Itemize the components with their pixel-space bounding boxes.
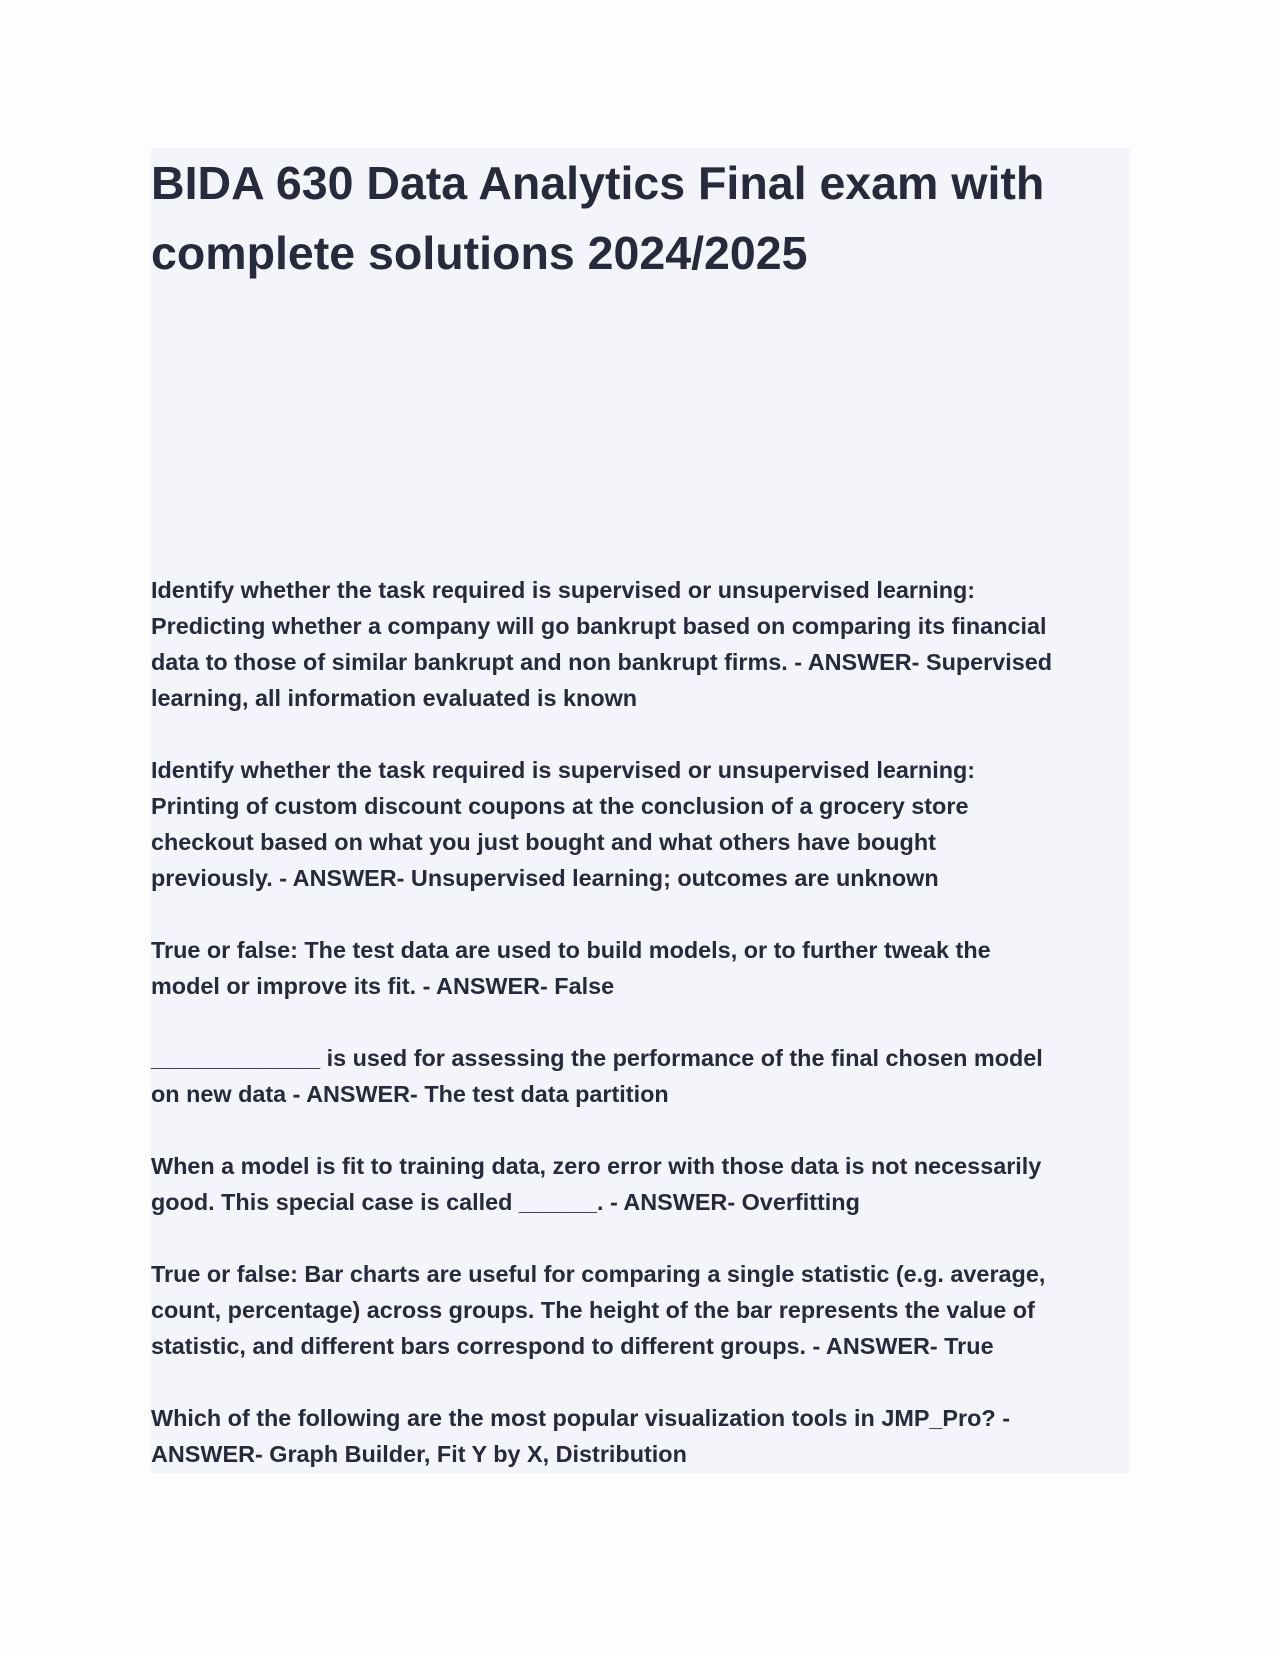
qa-item: When a model is fit to training data, zero error with those data is not necessarily good. This special case is called ______. - ANSWER- Overfitting xyxy=(151,1153,1042,1215)
qa-item: _____________ is used for assessing the performance of the final chosen model on new data - ANSWER- The test data partition xyxy=(151,1045,1043,1107)
document-page xyxy=(151,148,1130,1473)
qa-item: Identify whether the task required is supervised or unsupervised learning: Predicting whether a company will go bankrupt based on comparing its financial data to those of similar bankrupt and non bankrupt firms. - ANSWER- Supervised learning, all information evaluated is known xyxy=(151,577,1053,711)
document-title: BIDA 630 Data Analytics Final exam with complete solutions 2024/2025 xyxy=(151,157,1045,279)
qa-item: Which of the following are the most popular visualization tools in JMP_Pro? - ANSWER- Graph Builder, Fit Y by X, Distribution xyxy=(151,1405,1011,1467)
qa-item: True or false: Bar charts are useful for comparing a single statistic (e.g. average, count, percentage) across groups. The height of the bar represents the value of statistic, and different bars correspond to different groups. - ANSWER- True xyxy=(151,1261,1046,1359)
qa-list xyxy=(151,572,1130,1508)
qa-item: Identify whether the task required is supervised or unsupervised learning: Printing of custom discount coupons at the conclusion of a grocery store checkout based on what you just bought and what others have bought previously. - ANSWER- Unsupervised learning; outcomes are unknown xyxy=(151,757,976,891)
qa-item: True or false: The test data are used to build models, or to further tweak the model or improve its fit. - ANSWER- False xyxy=(151,937,991,999)
